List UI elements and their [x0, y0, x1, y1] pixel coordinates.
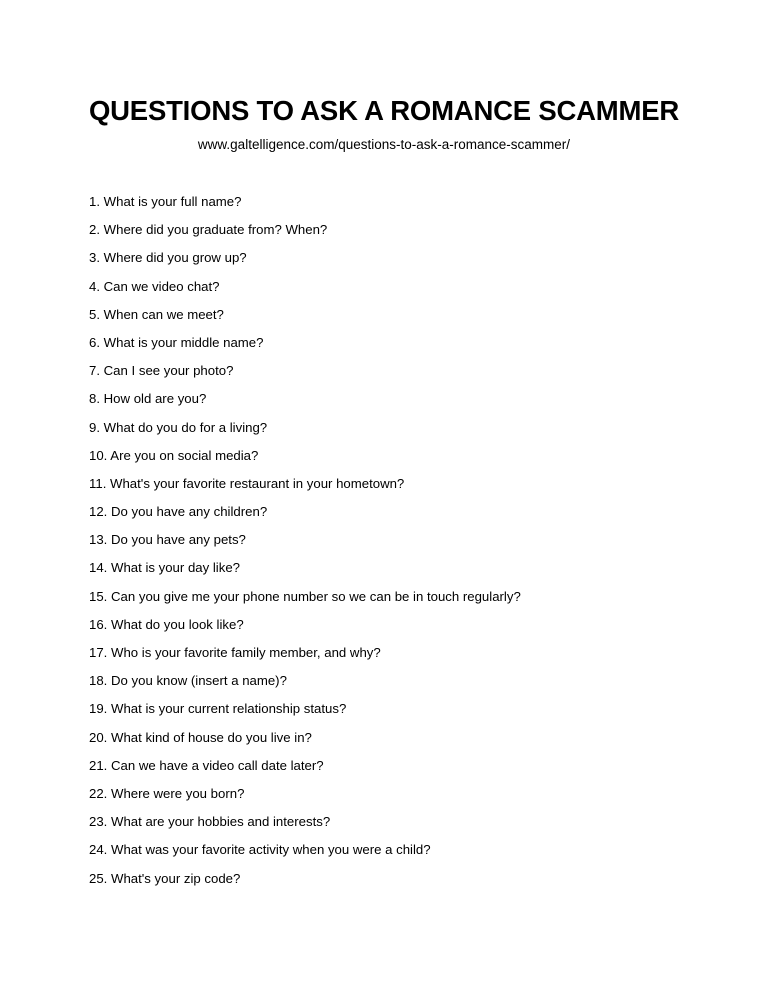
- list-item: 25. What's your zip code?: [89, 870, 241, 886]
- page-title: QUESTIONS TO ASK A ROMANCE SCAMMER: [88, 95, 680, 126]
- list-item: 10. Are you on social media?: [89, 447, 259, 463]
- list-item: 16. What do you look like?: [89, 616, 244, 632]
- list-item: 20. What kind of house do you live in?: [89, 729, 312, 745]
- list-item: 15. Can you give me your phone number so we can be in touch regularly?: [89, 588, 521, 604]
- list-item: 12. Do you have any children?: [89, 504, 268, 520]
- question-list: [89, 193, 521, 898]
- source-url: www.galtelligence.com/questions-to-ask-a-romance-scammer/: [197, 137, 571, 152]
- list-item: 23. What are your hobbies and interests?: [89, 814, 331, 830]
- list-item: 4. Can we video chat?: [89, 278, 220, 294]
- list-item: 2. Where did you graduate from? When?: [89, 222, 328, 238]
- list-item: 11. What's your favorite restaurant in your hometown?: [89, 475, 405, 491]
- list-item: 3. Where did you grow up?: [89, 250, 247, 266]
- list-item: 8. How old are you?: [89, 391, 207, 407]
- list-item: 24. What was your favorite activity when you were a child?: [89, 842, 431, 858]
- list-item: 17. Who is your favorite family member, and why?: [89, 645, 381, 660]
- list-item: 14. What is your day like?: [89, 560, 240, 576]
- list-item: 7. Can I see your photo?: [89, 363, 234, 379]
- list-item: 9. What do you do for a living?: [89, 419, 268, 435]
- list-item: 21. Can we have a video call date later?: [89, 757, 324, 773]
- list-item: 18. Do you know (insert a name)?: [89, 673, 287, 689]
- list-item: 1. What is your full name?: [89, 194, 242, 209]
- list-item: 6. What is your middle name?: [89, 334, 264, 350]
- list-item: 5. When can we meet?: [89, 306, 224, 322]
- list-item: 22. Where were you born?: [89, 785, 245, 801]
- list-item: 13. Do you have any pets?: [89, 532, 246, 548]
- list-item: 19. What is your current relationship status?: [89, 701, 347, 717]
